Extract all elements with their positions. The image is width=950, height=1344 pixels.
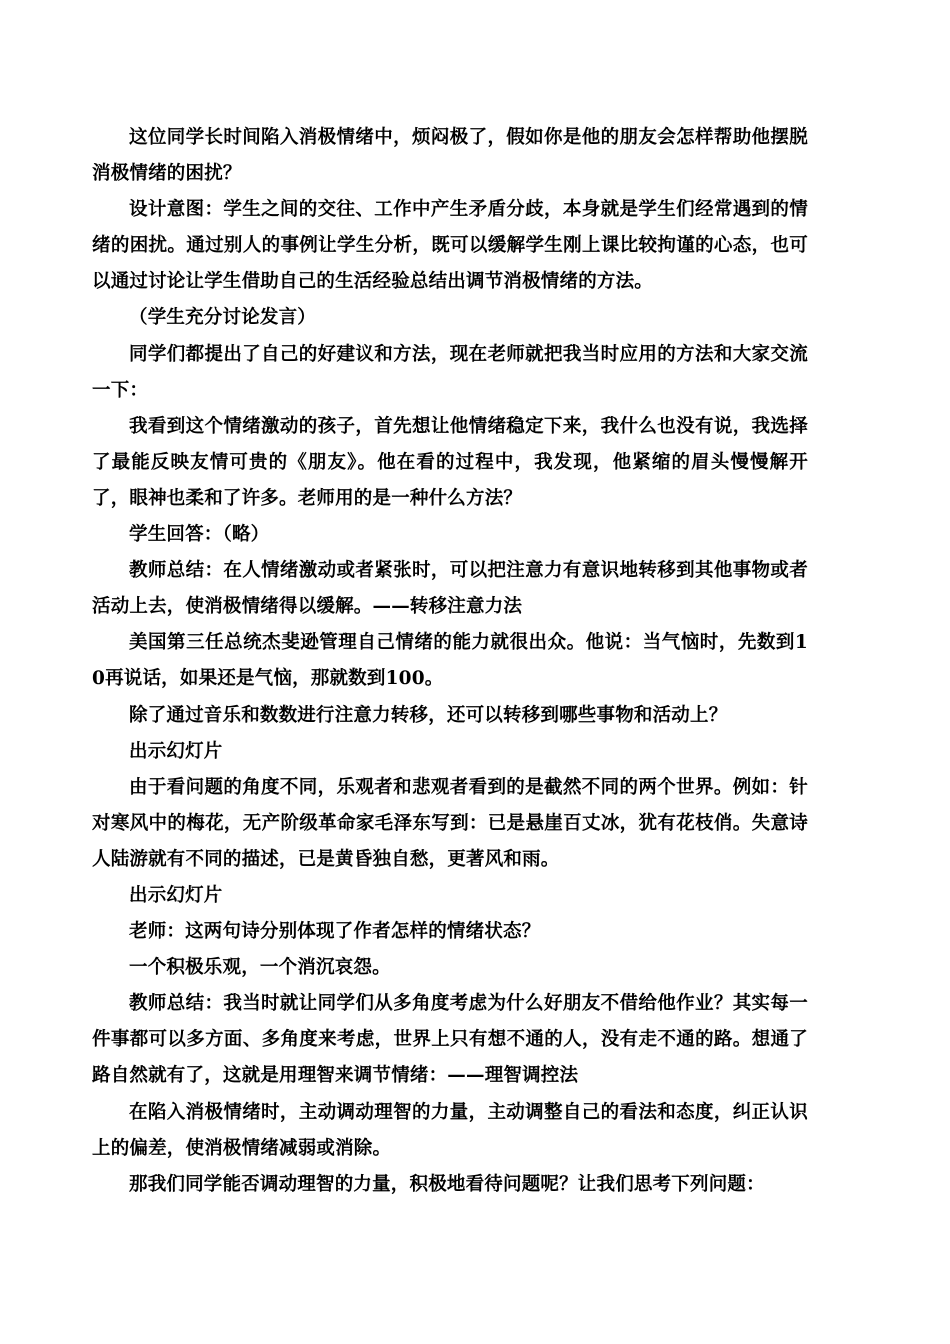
paragraph-answer-emotions: 一个积极乐观，一个消沉哀怨。 [129, 957, 391, 979]
paragraph-teacher-share: 同学们都提出了自己的好建议和方法，现在老师就把我当时应用的方法和大家交流一下： [92, 343, 808, 401]
paragraph-other-transfers: 除了通过音乐和数数进行注意力转移，还可以转移到哪些事物和活动上？ [129, 704, 728, 726]
paragraph-design-intent: 设计意图：学生之间的交往、工作中产生矛盾分歧，本身就是学生们经常遇到的情绪的困扰。通过别人的事例让学生分析，既可以缓解学生刚上课比较拘谨的心态，也可以通过讨论让学生借助自己的生活经验总结出调节消极情绪的方法。 [92, 199, 808, 293]
paragraph-next-questions: 那我们同学能否调动理智的力量，积极地看待问题呢？让我们思考下列问题： [129, 1173, 765, 1195]
paragraph-question-intro: 这位同学长时间陷入消极情绪中，烦闷极了，假如你是他的朋友会怎样帮助他摆脱消极情绪的困扰？ [92, 127, 808, 185]
paragraph-teacher-question: 老师：这两句诗分别体现了作者怎样的情绪状态？ [129, 921, 541, 943]
paragraph-jefferson: 美国第三任总统杰斐逊管理自己情绪的能力就很出众。他说：当气恼时，先数到10再说话，如果还是气恼，那就数到100。 [92, 632, 808, 690]
paragraph-plum-blossom: 由于看问题的角度不同，乐观者和悲观者看到的是截然不同的两个世界。例如：针对寒风中的梅花，无产阶级革命家毛泽东写到：已是悬崖百丈冰，犹有花枝俏。失意诗人陆游就有不同的描述，已是黄昏独自愁，更著风和雨。 [92, 776, 808, 870]
paragraph-slide-2: 出示幻灯片 [129, 884, 223, 906]
paragraph-reason-explanation: 在陷入消极情绪时，主动调动理智的力量，主动调整自己的看法和态度，纠正认识上的偏差，使消极情绪减弱或消除。 [92, 1101, 808, 1159]
paragraph-student-discussion: （学生充分讨论发言） [129, 307, 317, 329]
paragraph-summary-attention: 教师总结：在人情绪激动或者紧张时，可以把注意力有意识地转移到其他事物或者活动上去，使消极情绪得以缓解。——转移注意力法 [92, 560, 808, 618]
paragraph-slide-1: 出示幻灯片 [129, 740, 223, 762]
paragraph-student-answer: 学生回答：（略） [129, 524, 270, 546]
paragraph-summary-reason: 教师总结：我当时就让同学们从多角度考虑为什么好朋友不借给他作业？其实每一件事都可以多方面、多角度来考虑，世界上只有想不通的人，没有走不通的路。想通了路自然就有了，这就是用理智来调节情绪：——理智调控法 [92, 993, 808, 1087]
paragraph-teacher-story: 我看到这个情绪激动的孩子，首先想让他情绪稳定下来，我什么也没有说，我选择了最能反映友情可贵的《朋友》。他在看的过程中，我发现，他紧缩的眉头慢慢解开了，眼神也柔和了许多。老师用的是一种什么方法？ [92, 415, 808, 509]
